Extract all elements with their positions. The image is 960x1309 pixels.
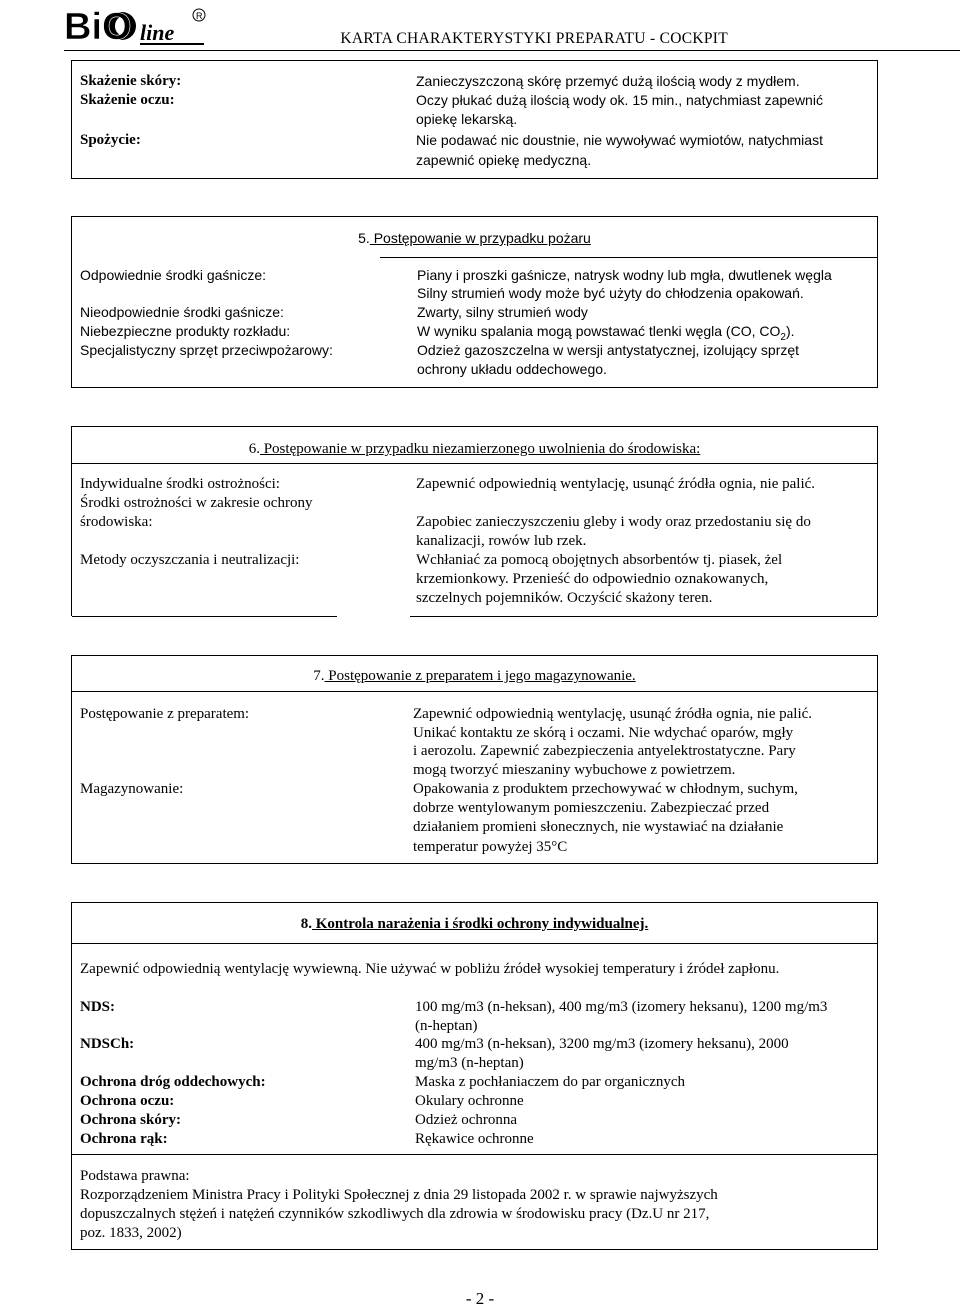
document-title: KARTA CHARAKTERYSTYKI PREPARATU - COCKPIT <box>340 30 728 47</box>
text-line: W wyniku spalania mogą powstawać tlenki węgla (CO, $CO_2$). <box>417 323 795 343</box>
label-personal-precautions: Indywidualne środki ostrożności: <box>80 476 280 492</box>
text-line: dobrze wentylowanym pomieszczeniu. Zabezpieczać przed <box>413 800 770 816</box>
text-line: Zanieczyszczoną skórę przemyć dużą ilością wody z mydłem. <box>416 73 800 89</box>
bottom-border <box>410 616 877 617</box>
bottom-border <box>72 616 337 617</box>
text-line: zapewnić opiekę medyczną. <box>416 152 592 168</box>
text-line: Wchłaniać za pomocą obojętnych absorbentów tj. piasek, żel <box>416 552 783 568</box>
text-line: (n-heptan) <box>415 1018 478 1034</box>
legal-basis-label: Podstawa prawna: <box>80 1168 190 1184</box>
text-line: szczelnych pojemników. Oczyścić skażony teren. <box>416 590 713 606</box>
svg-text:R: R <box>196 11 203 21</box>
text-line: Odzież ochronna <box>415 1112 518 1128</box>
text-line: Okulary ochronne <box>415 1093 524 1109</box>
title-divider <box>72 691 877 692</box>
text-line: Zapobiec zanieczyszczeniu gleby i wody oraz przedostaniu się do <box>416 514 811 530</box>
intro-text: Zapewnić odpowiednią wentylację wywiewną. Nie używać w pobliżu źródeł wysokiej temperatury i źródeł zapłonu. <box>80 961 780 977</box>
label-environment: środowiska: <box>80 514 153 530</box>
legal-basis-text: poz. 1833, 2002) <box>80 1225 182 1241</box>
text-line: ochrony układu oddechowego. <box>417 361 607 377</box>
text-line: Odzież gazoszczelna w wersji antystatycznej, izolujący sprzęt <box>417 342 800 358</box>
title-divider <box>72 463 877 464</box>
label-eyes: Skażenie oczu: <box>80 92 175 108</box>
title-divider <box>72 943 877 944</box>
label-nds: NDS: <box>80 999 116 1015</box>
text-line: Zwarty, silny strumień wody <box>417 304 588 320</box>
text-line: opiekę lekarską. <box>416 111 518 127</box>
text-line: Maska z pochłaniaczem do par organicznych <box>415 1074 686 1090</box>
text-line: Nie podawać nic doustnie, nie wywoływać wymiotów, natychmiast <box>416 132 823 148</box>
label-skin: Skażenie skóry: <box>80 73 182 89</box>
section-title: 6. Postępowanie w przypadku niezamierzonego uwolnienia do środowiska: <box>248 441 701 457</box>
section-first-aid <box>71 60 878 179</box>
section-exposure-controls <box>71 902 878 1250</box>
label-hand-protection: Ochrona rąk: <box>80 1131 168 1147</box>
text-line: Piany i proszki gaśnicze, natrysk wodny lub mgła, dwutlenek węgla <box>417 267 832 283</box>
text-line: Silny strumień wody może być użyty do chłodzenia opakowań. <box>417 285 804 301</box>
page-number: - 2 - <box>465 1289 495 1308</box>
section-title: 8. Kontrola narażenia i środki ochrony indywidualnej. <box>300 916 649 932</box>
text-line: Zapewnić odpowiednią wentylację, usunąć źródła ognia, nie palić. <box>413 706 813 722</box>
label-eye-protection: Ochrona oczu: <box>80 1093 175 1109</box>
text-line: kanalizacji, rowów lub rzek. <box>416 533 587 549</box>
label-respiratory: Ochrona dróg oddechowych: <box>80 1074 266 1090</box>
label-cleanup: Metody oczyszczania i neutralizacji: <box>80 552 300 568</box>
label-handling: Postępowanie z preparatem: <box>80 706 250 722</box>
header-rule <box>64 50 960 51</box>
title-divider <box>380 257 877 258</box>
label-ingestion: Spożycie: <box>80 132 141 148</box>
text-line: działaniem promieni słonecznych, nie wystawiać na działanie <box>413 819 784 835</box>
text-line: Oczy płukać dużą ilością wody ok. 15 min., natychmiast zapewnić <box>416 92 823 108</box>
legal-basis-text: Rozporządzeniem Ministra Pracy i Polityki Społecznej z dnia 29 listopada 2002 r. w sprawie najwyższych <box>80 1187 718 1203</box>
basis-divider <box>72 1154 877 1155</box>
label-equipment: Specjalistyczny sprzęt przeciwpożarowy: <box>80 342 333 358</box>
section-fire <box>71 216 878 388</box>
section-handling-storage <box>71 655 878 864</box>
svg-text:line: line <box>140 20 175 45</box>
text-line: Opakowania z produktem przechowywać w chłodnym, suchym, <box>413 781 798 797</box>
text-line: 100 mg/m3 (n-heksan), 400 mg/m3 (izomery heksanu), 1200 mg/m3 <box>415 999 828 1015</box>
legal-basis-text: dopuszczalnych stężeń i natężeń czynników szkodliwych dla zdrowia w środowisku pracy (Dz.U nr 217, <box>80 1206 710 1222</box>
text-line: krzemionkowy. Przenieść do odpowiednio oznakowanych, <box>416 571 769 587</box>
bioline-logo <box>64 4 214 46</box>
section-title: 5. Postępowanie w przypadku pożaru <box>358 230 591 246</box>
text-line: i aerozolu. Zapewnić zabezpieczenia antyelektrostatyczne. Pary <box>413 743 796 759</box>
label-ndsch: NDSCh: <box>80 1036 135 1052</box>
text-line: Zapewnić odpowiednią wentylację, usunąć źródła ognia, nie palić. <box>416 476 816 492</box>
text-line: Rękawice ochronne <box>415 1131 534 1147</box>
section-accidental-release <box>71 426 878 616</box>
section-title: 7. Postępowanie z preparatem i jego magazynowanie. <box>313 668 636 684</box>
text-line: mogą tworzyć mieszaniny wybuchowe z powietrzem. <box>413 762 736 778</box>
label-environment: Środki ostrożności w zakresie ochrony <box>80 495 313 511</box>
text-line: 400 mg/m3 (n-heksan), 3200 mg/m3 (izomery heksanu), 2000 <box>415 1036 789 1052</box>
text-line: temperatur powyżej 35°C <box>413 839 568 855</box>
svg-text:BiO: BiO <box>64 6 132 46</box>
page-header <box>0 0 960 52</box>
label-suitable-media: Odpowiednie środki gaśnicze: <box>80 267 266 283</box>
label-storage: Magazynowanie: <box>80 781 184 797</box>
text-line: mg/m3 (n-heptan) <box>415 1055 524 1071</box>
text-line: Unikać kontaktu ze skórą i oczami. Nie wdychać oparów, mgły <box>413 725 794 741</box>
label-decomposition: Niebezpieczne produkty rozkładu: <box>80 323 291 339</box>
label-unsuitable-media: Nieodpowiednie środki gaśnicze: <box>80 304 284 320</box>
label-skin-protection: Ochrona skóry: <box>80 1112 181 1128</box>
